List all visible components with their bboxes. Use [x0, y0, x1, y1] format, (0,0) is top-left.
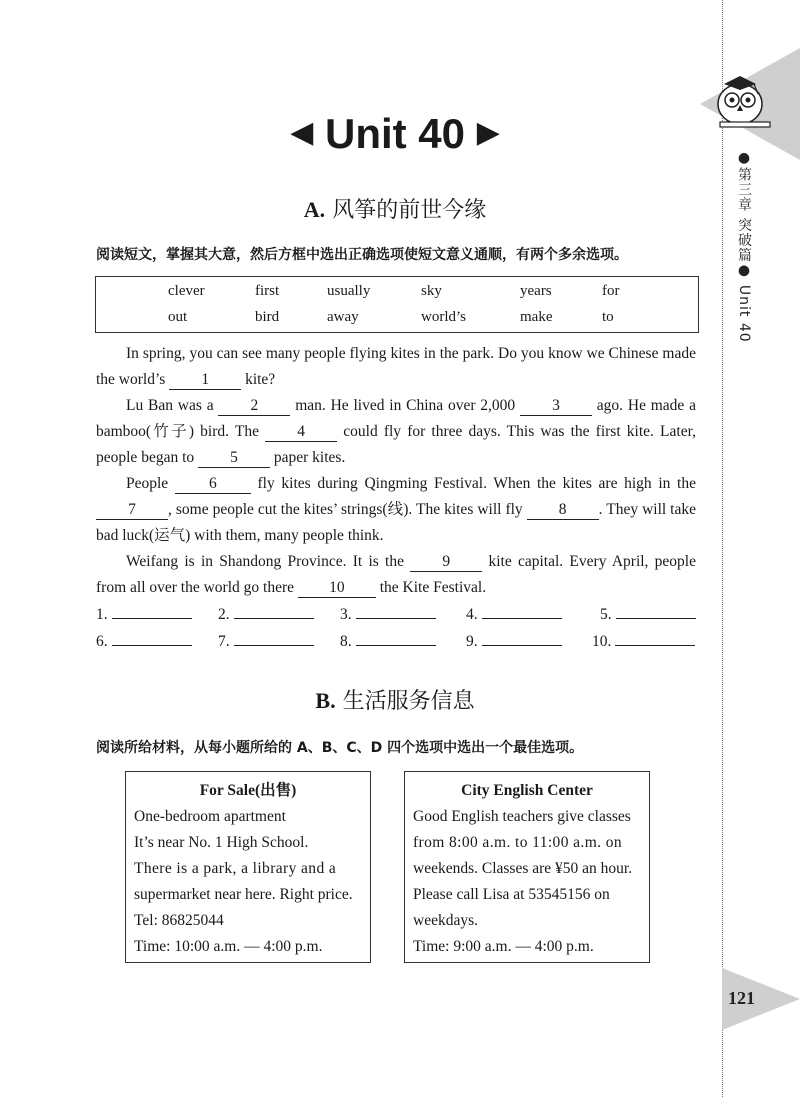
card-line: Please call Lisa at 53545156 on: [413, 886, 610, 903]
card-line: weekends. Classes are ¥50 an hour.: [413, 860, 633, 877]
word-bank: [95, 276, 699, 333]
card-line: Time: 9:00 a.m. — 4:00 p.m.: [413, 938, 594, 955]
blank-3[interactable]: 3: [520, 397, 592, 416]
section-a-title-text: 风筝的前世今缘: [332, 198, 487, 223]
word-option: bird: [255, 309, 280, 325]
card-line: There is a park, a library and a: [134, 860, 337, 877]
answer-item[interactable]: 5.: [600, 603, 696, 624]
page-number: 121: [728, 988, 755, 1008]
chapter-label: ●第三章 突破篇● Unit 40: [736, 150, 752, 343]
side-divider: [722, 0, 723, 1097]
blank-1[interactable]: 1: [169, 371, 241, 390]
answer-item[interactable]: 2.: [218, 603, 314, 624]
card-line: weekdays.: [413, 912, 478, 929]
word-option: world’s: [421, 309, 466, 325]
section-b-title: [0, 684, 790, 715]
blank-9[interactable]: 9: [410, 553, 482, 572]
blank-8[interactable]: 8: [527, 501, 599, 520]
card-line: from 8:00 a.m. to 11:00 a.m. on: [413, 834, 622, 851]
card-line: It’s near No. 1 High School.: [134, 834, 309, 851]
answer-item[interactable]: 3.: [340, 603, 436, 624]
section-b-letter: B.: [315, 688, 336, 713]
card-line: supermarket near here. Right price.: [134, 886, 353, 903]
card-line: Tel: 86825044: [134, 912, 224, 929]
section-b-title-text: 生活服务信息: [342, 689, 475, 714]
word-option: out: [168, 309, 188, 325]
answer-item[interactable]: 9.: [466, 630, 562, 651]
blank-2[interactable]: 2: [218, 397, 290, 416]
section-b-instruction: 阅读所给材料，从每小题所给的 A、B、C、D 四个选项中选出一个最佳选项。: [96, 740, 584, 756]
ad-card-for-sale: [125, 771, 371, 963]
answer-item[interactable]: 10.: [592, 630, 695, 651]
card-title: City English Center: [461, 782, 593, 799]
blank-7[interactable]: 7: [96, 501, 168, 520]
answer-item[interactable]: 4.: [466, 603, 562, 624]
blank-5[interactable]: 5: [198, 449, 270, 468]
card-line: Time: 10:00 a.m. — 4:00 p.m.: [134, 938, 323, 955]
answer-item[interactable]: 8.: [340, 630, 436, 651]
word-option: for: [602, 283, 620, 299]
card-line: Good English teachers give classes: [413, 808, 631, 825]
left-arrow-icon: ◀: [290, 116, 314, 149]
passage-paragraph: People 6 fly kites during Qingming Festival. When the kites are high in the 7 , some people cut the kites’ strings(线). The kites will fly 8 . They will take bad luck(运气) with them, many people think.: [96, 475, 696, 544]
unit-title-text: Unit 40: [324, 110, 466, 157]
blank-10[interactable]: 10: [298, 579, 376, 598]
word-option: away: [327, 309, 359, 325]
answer-item[interactable]: 7.: [218, 630, 314, 651]
word-option: clever: [168, 283, 205, 299]
passage-paragraph: Weifang is in Shandong Province. It is the 9 kite capital. Every April, people from all over the world go there 10 the Kite Festival.: [96, 553, 696, 596]
word-option: years: [520, 283, 552, 299]
word-option: usually: [327, 283, 371, 299]
section-a-instruction: 阅读短文，掌握其大意，然后方框中选出正确选项使短文意义通顺，有两个多余选项。: [96, 247, 628, 263]
passage-paragraph: In spring, you can see many people flying kites in the park. Do you know we Chinese made the world’s 1 kite?: [96, 345, 696, 388]
card-line: One-bedroom apartment: [134, 808, 286, 825]
section-a-letter: A.: [303, 197, 326, 222]
blank-6[interactable]: 6: [175, 475, 251, 494]
passage: [96, 341, 696, 601]
word-option: make: [520, 309, 553, 325]
answer-item[interactable]: 6.: [96, 630, 192, 651]
blank-4[interactable]: 4: [265, 423, 337, 442]
ad-card-english-center: [404, 771, 650, 963]
word-option: to: [602, 309, 614, 325]
card-title: For Sale(出售): [199, 782, 297, 799]
word-option: first: [255, 283, 280, 299]
word-option: sky: [421, 283, 442, 299]
answer-item[interactable]: 1.: [96, 603, 192, 624]
right-arrow-icon: ▶: [476, 116, 500, 149]
section-a-title: [0, 193, 790, 224]
unit-title: [0, 110, 790, 158]
passage-paragraph: Lu Ban was a 2 man. He lived in China over 2,000 3 ago. He made a bamboo(竹子) bird. The 4 could fly for three days. This was the first kite. Later, people began to 5 paper kites.: [96, 397, 697, 466]
